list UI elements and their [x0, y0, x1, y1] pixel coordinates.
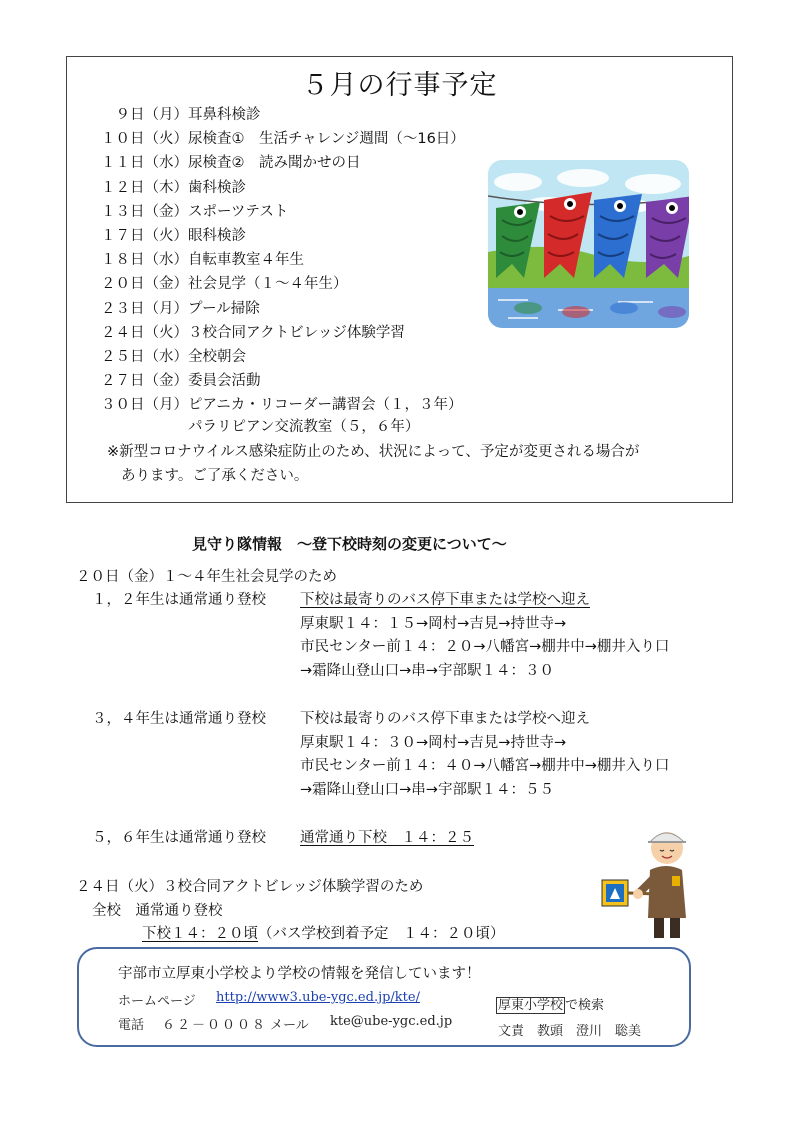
phone-label: 電話: [118, 1018, 145, 1033]
mail-address[interactable]: kte@ube-ygc.ed.jp: [330, 1014, 453, 1029]
search-hint: [496, 994, 604, 1013]
event-text: 歯科検診: [188, 179, 246, 196]
grade56-label: ５，６年生は通常通り登校: [92, 830, 266, 846]
event-text: プール掃除: [188, 300, 260, 317]
grade34-route-3: →霜降山登山口→串→宇部駅１４：５５: [300, 782, 554, 798]
search-suffix: で検索: [565, 998, 605, 1013]
koinobori-illustration: [488, 160, 689, 328]
search-term-box: 厚東小学校: [498, 998, 564, 1013]
day2-title: ２４日（火）３校合同アクトビレッジ体験学習のため: [76, 879, 424, 895]
all-grades-note: （バス学校到着予定 １４：２０頃）: [258, 926, 505, 942]
day1-title: ２０日（金）１～４年生社会見学のため: [76, 569, 337, 585]
event-text: 委員会活動: [188, 373, 261, 390]
event-text: スポーツテスト: [188, 203, 289, 220]
event-date: １０日（火）: [101, 131, 188, 148]
grade12-label: １，２年生は通常通り登校: [92, 592, 266, 608]
grade56-rule: 通常通り下校 １４：２５: [300, 830, 474, 846]
footer-headline: 宇部市立厚東小学校より学校の情報を発信しています！: [118, 966, 481, 982]
event-text: 眼科検診: [188, 228, 246, 244]
grade12-route-3: →霜降山登山口→串→宇部駅１４：３０: [300, 663, 554, 679]
grade34-label: ３，４年生は通常通り登校: [92, 711, 266, 727]
event-date: １３日（金）: [101, 203, 188, 220]
events-title: ５月の行事予定: [301, 70, 498, 101]
grade34-route-2: 市民センター前１４：４０→八幡宮→棚井中→棚井入り口: [300, 758, 670, 774]
event-text: ３校合同アクトビレッジ体験学習: [188, 324, 405, 341]
mail-label: メール: [270, 1018, 309, 1033]
homepage-url-link[interactable]: http://www3.ube-ygc.ed.jp/kte/: [216, 990, 420, 1005]
grade12-route-1: 厚東駅１４：１５→岡村→吉見→持世寺→: [300, 616, 567, 632]
event-date: １１日（水）: [101, 155, 188, 172]
all-grades-label: 全校 通常通り登校: [92, 903, 223, 919]
event-text: 尿検査② 読み聞かせの日: [188, 155, 361, 172]
event-date: ３０日（月）: [101, 397, 188, 414]
event-date: １８日（水）: [101, 252, 188, 269]
event-text: 耳鼻科検診: [188, 107, 261, 123]
event-date: １２日（木）: [101, 179, 188, 196]
grade12-route-2: 市民センター前１４：２０→八幡宮→棚井中→棚井入り口: [300, 639, 670, 655]
grade34-route-1: 厚東駅１４：３０→岡村→吉見→持世寺→: [300, 735, 567, 751]
event-text: 全校朝会: [188, 349, 246, 365]
event-date: ２４日（火）: [101, 324, 188, 341]
event-date: １７日（火）: [101, 228, 188, 244]
all-grades-schedule: [142, 925, 505, 943]
homepage-label: ホームページ: [118, 994, 196, 1009]
event-text: 社会見学（１～４年生）: [188, 276, 348, 293]
event-text: 自転車教室４年生: [188, 252, 304, 269]
responsible-person: 文責 教頭 澄川 聡美: [498, 1024, 642, 1039]
all-grades-rule: 下校１４：２０頃: [142, 926, 258, 942]
events-note-line-1: ※新型コロナウイルス感染症防止のため、状況によって、予定が変更される場合が: [107, 444, 640, 460]
phone-number: ６２－０００８: [162, 1018, 268, 1033]
event-date: ２７日（金）: [101, 373, 188, 390]
event-text: ピアニカ・リコーダー講習会（１，３年）: [188, 397, 463, 414]
events-note-line-2: あります。ご了承ください。: [121, 468, 309, 484]
grade34-rule: 下校は最寄りのバス停下車または学校へ迎え: [300, 711, 590, 727]
event-date: ２５日（水）: [101, 349, 188, 365]
event-date: ２０日（金）: [101, 276, 188, 293]
watch-heading: 見守り隊情報 ～登下校時刻の変更について～: [192, 535, 507, 553]
event-date: ２３日（月）: [101, 300, 188, 317]
event-text: 尿検査① 生活チャレンジ週間（～16日）: [188, 131, 465, 148]
event-date: ９日（月）: [115, 107, 188, 123]
events-continuation: パラリピアン交流教室（５，６年）: [188, 419, 420, 435]
grade12-rule: 下校は最寄りのバス停下車または学校へ迎え: [300, 592, 590, 608]
crossing-guard-illustration: [600, 822, 710, 940]
